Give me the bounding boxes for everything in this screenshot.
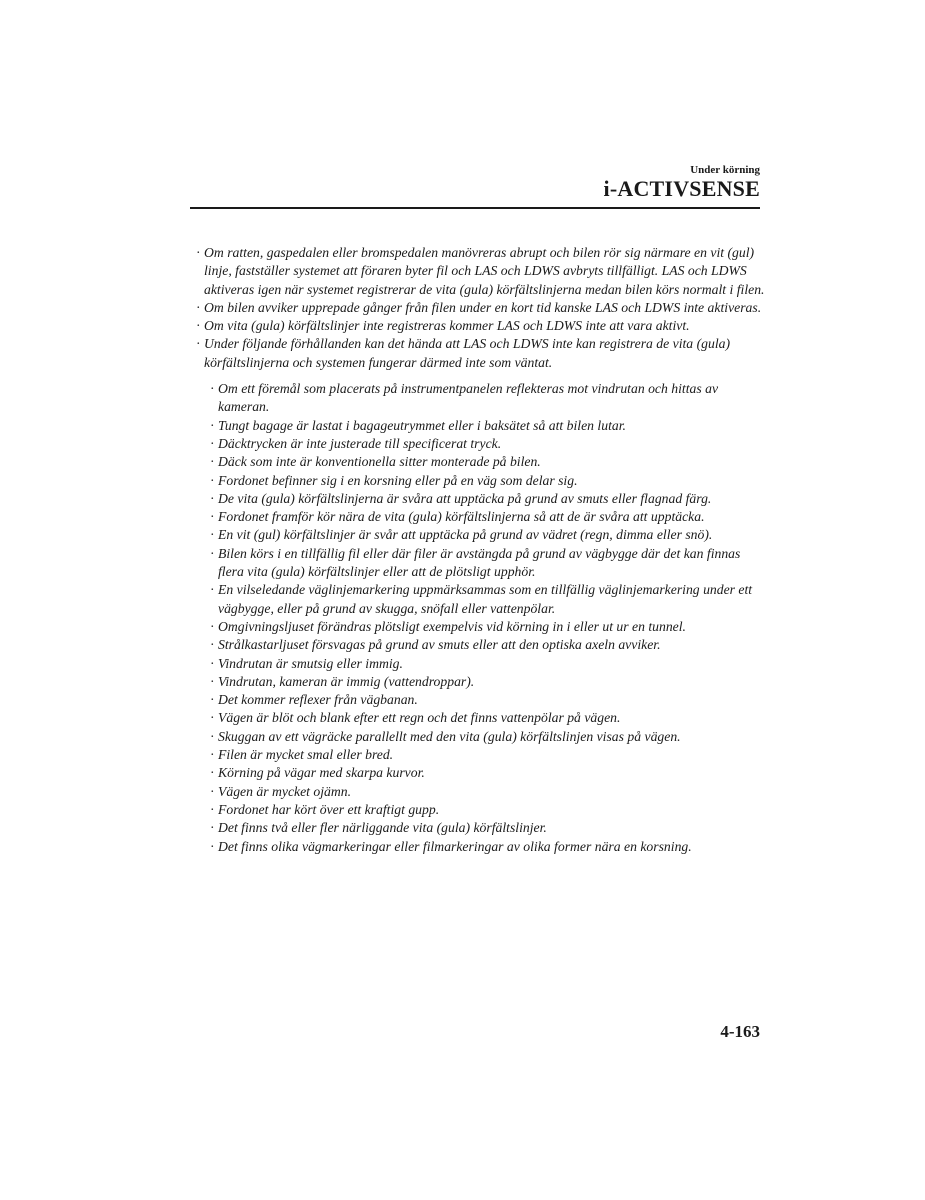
list-item-text: Om bilen avviker upprepade gånger från filen under en kort tid kanske LAS och LDWS inte aktiveras. (204, 299, 762, 315)
condition-item (210, 490, 766, 508)
bullet-marker: · (210, 545, 215, 561)
condition-item (210, 435, 766, 453)
condition-item (210, 655, 766, 673)
condition-text: Däck som inte är konventionella sitter monterade på bilen. (218, 454, 541, 470)
condition-text: Skuggan av ett vägräcke parallellt med den vita (gula) körfältslinjen visas på vägen. (218, 728, 681, 744)
main-content (196, 244, 766, 856)
bullet-marker: · (210, 527, 215, 543)
condition-text: En vit (gul) körfältslinjer är svår att upptäcka på grund av vädret (regn, dimma eller snö). (218, 527, 713, 543)
page-number: 4-163 (720, 1022, 760, 1041)
bullet-marker: · (210, 710, 215, 726)
condition-item (210, 526, 766, 544)
bullet-marker: · (210, 820, 215, 836)
condition-item (210, 838, 766, 856)
condition-item (210, 636, 766, 654)
condition-item (210, 508, 766, 526)
bullet-marker: · (210, 747, 215, 763)
condition-item (210, 691, 766, 709)
bullet-marker: · (210, 673, 215, 689)
bullet-marker: · (210, 655, 215, 671)
condition-text: Filen är mycket smal eller bred. (218, 747, 394, 763)
list-item (196, 244, 766, 299)
bullet-marker: · (210, 472, 215, 488)
condition-item (210, 819, 766, 837)
title-divider (190, 207, 760, 209)
condition-item (210, 783, 766, 801)
bullet-marker: · (210, 637, 215, 653)
condition-item (210, 453, 766, 471)
page-title: i-ACTIVSENSE (603, 176, 760, 201)
condition-text: Fordonet befinner sig i en korsning eller på en väg som delar sig. (218, 472, 578, 488)
bullet-marker: · (210, 509, 215, 525)
bullet-marker: · (210, 801, 215, 817)
condition-text: Körning på vägar med skarpa kurvor. (218, 765, 425, 781)
condition-item (210, 581, 766, 618)
condition-text: Fordonet framför kör nära de vita (gula) körfältslinjerna så att de är svåra att upptäcka. (218, 509, 705, 525)
bullet-marker: · (210, 490, 215, 506)
list-item (196, 299, 766, 317)
condition-text: De vita (gula) körfältslinjerna är svåra att upptäcka på grund av smuts eller flagnad färg. (218, 490, 712, 506)
condition-item (210, 746, 766, 764)
bullet-marker: · (210, 728, 215, 744)
conditions-list (210, 380, 766, 856)
bullet-list (196, 244, 766, 372)
condition-text: Det finns två eller fler närliggande vita (gula) körfältslinjer. (218, 820, 547, 836)
condition-text: Tungt bagage är lastat i bagageutrymmet eller i baksätet så att bilen lutar. (218, 417, 626, 433)
bullet-marker: · (210, 454, 215, 470)
bullet-marker: · (210, 435, 215, 451)
bullet-marker: · (210, 783, 215, 799)
bullet-marker: · (210, 692, 215, 708)
condition-item (210, 618, 766, 636)
list-item-text: Om vita (gula) körfältslinjer inte registreras kommer LAS och LDWS inte att vara aktivt. (204, 318, 690, 334)
condition-text: Omgivningsljuset förändras plötsligt exempelvis vid körning in i eller ut ur en tunnel. (218, 618, 686, 634)
condition-text: Vägen är blöt och blank efter ett regn och det finns vattenpölar på vägen. (218, 710, 621, 726)
bullet-marker: · (210, 417, 215, 433)
condition-text: Vägen är mycket ojämn. (218, 783, 352, 799)
condition-item (210, 709, 766, 727)
condition-item (210, 417, 766, 435)
condition-item (210, 728, 766, 746)
condition-text: Det finns olika vägmarkeringar eller filmarkeringar av olika former nära en korsning. (218, 838, 692, 854)
bullet-marker: · (210, 765, 215, 781)
list-item (196, 335, 766, 372)
condition-item (210, 472, 766, 490)
condition-item (210, 764, 766, 782)
bullet-marker: · (196, 318, 201, 334)
condition-text: En vilseledande väglinjemarkering uppmärksammas som en tillfällig väglinjemarkering under ett vägbygge, eller på grund av skugga, snöfall eller vattenpölar. (218, 582, 753, 616)
bullet-marker: · (210, 838, 215, 854)
section-label: Under körning (690, 164, 760, 176)
bullet-marker: · (196, 299, 201, 315)
condition-text: Vindrutan är smutsig eller immig. (218, 655, 403, 671)
condition-item (210, 673, 766, 691)
condition-text: Strålkastarljuset försvagas på grund av smuts eller att den optiska axeln avviker. (218, 637, 661, 653)
condition-text: Fordonet har kört över ett kraftigt gupp. (218, 801, 440, 817)
list-item (196, 317, 766, 335)
list-item-text: Om ratten, gaspedalen eller bromspedalen manövreras abrupt och bilen rör sig närmare en vit (gul) linje, fastställer systemet att föraren byter fil och LAS och LDWS avbryts tillfälligt. LAS och LDWS aktiveras igen när systemet registrerar de vita (gula) körfältslinjerna medan bilen körs normalt i filen. (204, 245, 765, 297)
condition-item (210, 801, 766, 819)
condition-text: Däcktrycken är inte justerade till specificerat tryck. (218, 435, 502, 451)
condition-text: Vindrutan, kameran är immig (vattendroppar). (218, 673, 475, 689)
bullet-marker: · (196, 245, 201, 260)
condition-item (210, 545, 766, 582)
condition-text: Bilen körs i en tillfällig fil eller där filer är avstängda på grund av vägbygge där det kan finnas flera vita (gula) körfältslinjer eller att de plötsligt upphör. (218, 545, 741, 580)
bullet-marker: · (196, 336, 201, 352)
condition-text: Det kommer reflexer från vägbanan. (218, 692, 418, 708)
bullet-marker: · (210, 381, 215, 397)
list-item-text: Under följande förhållanden kan det hända att LAS och LDWS inte kan registrera de vita (gula) körfältslinjerna och systemen fungerar därmed inte som väntat. (204, 336, 731, 370)
bullet-marker: · (210, 618, 215, 634)
bullet-marker: · (210, 582, 215, 598)
condition-text: Om ett föremål som placerats på instrumentpanelen reflekteras mot vindrutan och hittas av kameran. (218, 381, 719, 415)
condition-item (210, 380, 766, 417)
